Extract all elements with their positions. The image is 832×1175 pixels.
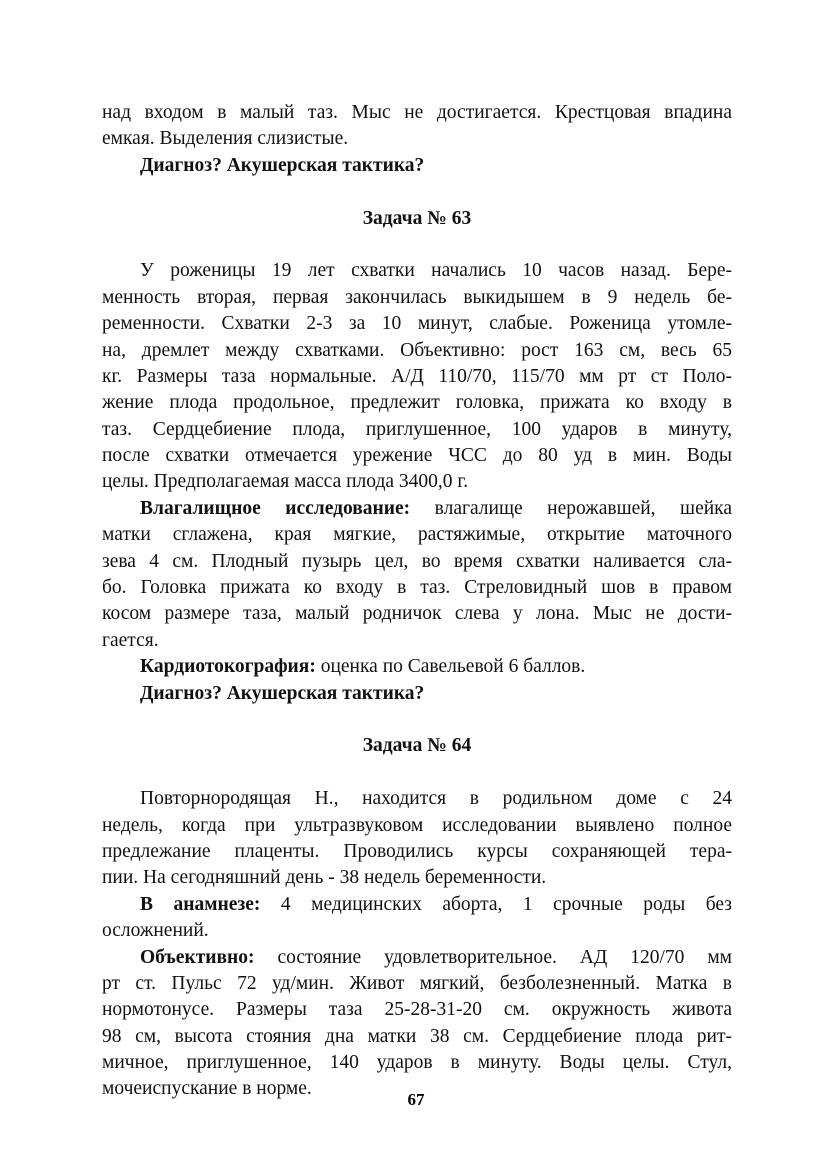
inline-text: состояние удовлетворительное. АД 120/70 мм [254, 946, 732, 968]
question: Диагноз? Акушерская тактика? [140, 682, 425, 704]
text-line [102, 945, 732, 971]
text-line: мочеиспускание в норме. [102, 1078, 312, 1100]
text-line: нормотонусе. Размеры таза 25-28-31-20 см. окружность живота [102, 999, 732, 1021]
inline-text: 4 медицинских аборта, 1 срочные роды без [260, 893, 732, 915]
task-63-title: Задача № 63 [362, 207, 472, 229]
text-line: мичное, приглушенное, 140 ударов в минуту. Воды целы. Стул, [102, 1052, 732, 1074]
text-line: косом размере таза, малый родничок слева у лона. Мыс не дости- [102, 603, 732, 625]
page-number: 67 [407, 1090, 425, 1109]
inline-text: оценка по Савельевой 6 баллов. [315, 656, 586, 678]
inline-text: влагалище нерожавшей, шейка [410, 497, 732, 519]
text-line: жение плода продольное, предлежит головка, прижата ко входу в [102, 392, 732, 414]
section-label: Влагалищное исследование: [140, 497, 411, 519]
question: Диагноз? Акушерская тактика? [140, 154, 425, 176]
text-line: зева 4 см. Плодный пузырь цел, во время схватки наливается сла- [102, 550, 732, 572]
text-line: 98 см, высота стояния дна матки 38 см. Сердцебиение плода рит- [102, 1025, 732, 1047]
section-label: Объективно: [140, 946, 255, 968]
section-label: В анамнезе: [140, 893, 261, 915]
text-line: емкая. Выделения слизистые. [102, 128, 349, 150]
text-line: после схватки отмечается урежение ЧСС до 80 уд в мин. Воды [102, 445, 732, 467]
text-line: ременности. Схватки 2-3 за 10 минут, слабые. Роженица утомле- [102, 313, 732, 335]
text-line: кг. Размеры таза нормальные. А/Д 110/70, 115/70 мм рт ст Поло- [102, 365, 732, 387]
text-line: таз. Сердцебиение плода, приглушенное, 100 ударов в минуту, [102, 418, 732, 440]
text-line: осложнений. [102, 920, 209, 942]
text-line: менность вторая, первая закончилась выкидышем в 9 недель бе- [102, 286, 732, 308]
text-line: на, дремлет между схватками. Объективно: рост 163 см, весь 65 [102, 339, 732, 361]
text-line: недель, когда при ультразвуковом исследовании выявлено полное [102, 814, 732, 836]
task-64-title: Задача № 64 [362, 735, 472, 757]
text-line: матки сглажена, края мягкие, растяжимые, открытие маточного [102, 524, 732, 546]
text-line: целы. Предполагаемая масса плода 3400,0 г. [102, 471, 469, 493]
text-line: над входом в малый таз. Мыс не достигается. Крестцовая впадина [102, 102, 732, 123]
text-line [102, 496, 732, 522]
text-line: гается. [102, 629, 159, 651]
text-line: У роженицы 19 лет схватки начались 10 часов назад. Бере- [140, 260, 732, 282]
text-line [102, 892, 732, 918]
text-line: рт ст. Пульс 72 уд/мин. Живот мягкий, безболезненный. Матка в [102, 972, 732, 994]
text-line: предлежание плаценты. Проводились курсы сохраняющей тера- [102, 840, 732, 862]
text-line: бо. Головка прижата ко входу в таз. Стреловидный шов в правом [102, 577, 732, 599]
text-line [102, 654, 732, 680]
page-body [102, 100, 732, 1103]
text-line: пии. На сегодняшний день - 38 недель беременности. [102, 867, 547, 889]
text-line: Повторнородящая Н., находится в родильном доме с 24 [140, 788, 732, 810]
section-label: Кардиотокография: [140, 656, 316, 678]
